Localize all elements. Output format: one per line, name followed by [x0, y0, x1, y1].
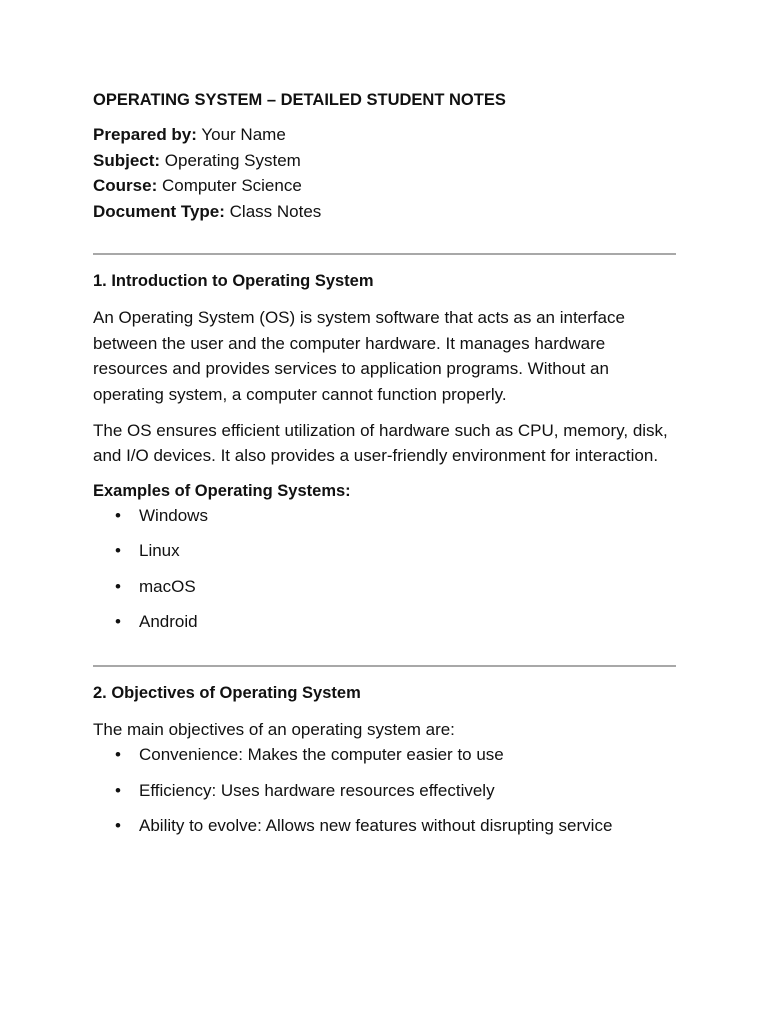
meta-key: Subject:: [93, 150, 161, 170]
bullet-icon: •: [115, 780, 121, 800]
list-item: [93, 503, 676, 529]
meta-subject: [93, 148, 676, 174]
document-title: OPERATING SYSTEM – DETAILED STUDENT NOTES: [93, 91, 506, 109]
list-item-text: Android: [139, 611, 198, 631]
meta-value: Computer Science: [157, 176, 302, 196]
meta-key: Course:: [93, 176, 158, 196]
examples-list: [93, 503, 676, 635]
list-item-text: Convenience: Makes the computer easier to use: [139, 745, 504, 765]
list-item-text: Linux: [139, 541, 180, 561]
bullet-icon: •: [115, 815, 121, 835]
bullet-icon: •: [115, 541, 121, 561]
meta-key: Document Type:: [93, 202, 225, 222]
meta-prepared-by: [93, 122, 676, 148]
document-meta: [93, 122, 676, 225]
list-item: [93, 742, 676, 768]
objectives-intro: The main objectives of an operating system are:: [93, 719, 455, 739]
list-item: [93, 538, 676, 564]
list-item: [93, 778, 676, 804]
meta-value: Class Notes: [224, 202, 322, 222]
meta-document-type: [93, 199, 676, 225]
section-divider: [93, 253, 676, 255]
intro-paragraph-1: An Operating System (OS) is system software that acts as an interface between the user and the computer hardware. It manages hardware resources and provides services to application programs. Without an operating system, a computer cannot function properly.: [93, 307, 625, 404]
bullet-icon: •: [115, 576, 121, 596]
objectives-list: [93, 742, 676, 838]
bullet-icon: •: [115, 506, 121, 526]
examples-heading: Examples of Operating Systems:: [93, 482, 351, 501]
list-item-text: Windows: [139, 506, 208, 526]
list-item: [93, 574, 676, 600]
meta-course: [93, 173, 676, 199]
meta-value: Operating System: [160, 150, 301, 170]
list-item-text: macOS: [139, 576, 196, 596]
bullet-icon: •: [115, 745, 121, 765]
list-item-text: Ability to evolve: Allows new features without disrupting service: [139, 815, 613, 835]
bullet-icon: •: [115, 611, 121, 631]
section-heading-objectives: 2. Objectives of Operating System: [93, 683, 361, 702]
list-item: [93, 609, 676, 635]
section-divider: [93, 665, 676, 667]
meta-key: Prepared by:: [93, 125, 197, 144]
list-item: [93, 813, 676, 839]
section-heading-introduction: 1. Introduction to Operating System: [93, 271, 374, 290]
list-item-text: Efficiency: Uses hardware resources effectively: [139, 780, 495, 800]
intro-paragraph-2: The OS ensures efficient utilization of hardware such as CPU, memory, disk, and I/O devices. It also provides a user-friendly environment for interaction.: [93, 420, 668, 466]
meta-value: Your Name: [196, 125, 286, 144]
